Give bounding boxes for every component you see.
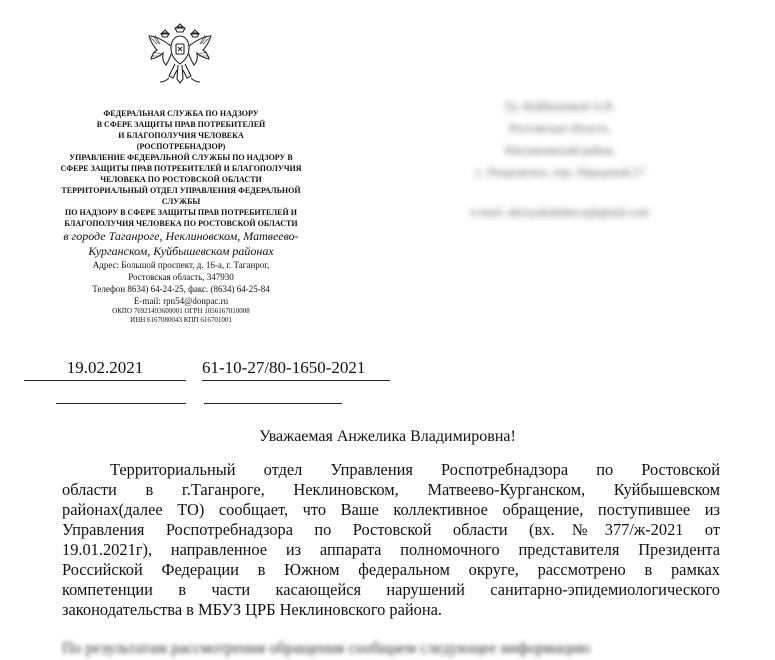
codes-line: ИНН 6167080043 КПП 616701001 [130,316,232,324]
email-line: E-mail: rpn54@donpac.ru [133,296,229,306]
org-name-line: УПРАВЛЕНИЕ ФЕДЕРАЛЬНОЙ СЛУЖБЫ ПО НАДЗОРУ В [69,153,293,162]
recipient-line: с. Покровское, пер. Народный,17 [475,165,645,179]
body-line: законодательства в МБУЗ ЦРБ Неклиновского района. [62,600,443,619]
recipient-block-redacted [395,95,725,223]
org-name-line: В СФЕРЕ ЗАЩИТЫ ПРАВ ПОТРЕБИТЕЛЕЙ [96,120,266,129]
codes-line: ОКПО 76921493600001 ОГРН 1056167010008 [112,307,250,315]
recipient-line: Гр. Куйбышевой А.В. [504,99,616,113]
body-line-cut-off: По результатам рассмотрения обращения сообщаем следующее информацию [62,640,591,657]
body-line: Российской Федерации в Южном федеральном округе, рассмотрено в рамках [62,560,720,579]
body-line: Территориальный отдел Управления Роспотребнадзора по Ростовской [110,460,720,479]
address-line: Адрес: Большой проспект, д. 16-а, г. Таганрог, [92,260,270,270]
org-name-line: ФЕДЕРАЛЬНАЯ СЛУЖБА ПО НАДЗОРУ [103,109,259,118]
recipient-line: Неклиновский район, [504,143,616,157]
body-line: Управления Роспотребнадзора по Ростовской области (вх.№377/ж-2021 от [62,520,720,539]
org-name-line: И БЛАГОПОЛУЧИЯ ЧЕЛОВЕКА [118,131,244,140]
registration-date: 19.02.2021 [24,358,186,381]
registration-number: 61-10-27/80-1650-2021 [202,358,390,381]
coat-of-arms-icon [145,18,215,100]
phone-line: Телефон 8634) 64-24-25, факс. (8634) 64-25-84 [92,284,270,294]
org-name-line: (РОСПОТРЕБНАДЗОР) [136,142,226,151]
region-line: Курганском, Куйбышевском районах [88,244,274,258]
reference-date-line [56,403,186,404]
sender-organization-block [28,108,334,325]
org-name-line: ПО НАДЗОРУ В СФЕРЕ ЗАЩИТЫ ПРАВ ПОТРЕБИТЕЛЕЙ И [65,208,297,217]
region-line: в городе Таганроге, Неклиновском, Матвеево- [63,229,299,243]
org-name-line: ТЕРРИТОРИАЛЬНЫЙ ОТДЕЛ УПРАВЛЕНИЯ ФЕДЕРАЛЬНОЙ [61,186,301,195]
org-name-line: БЛАГОПОЛУЧИЯ ЧЕЛОВЕКА ПО РОСТОВСКОЙ ОБЛАСТИ [64,219,298,228]
reference-number-line [204,403,342,404]
recipient-line: Ростовская область, [509,121,611,135]
letter-greeting: Уважаемая Анжелика Владимировна! [259,428,516,445]
body-line: области в г.Таганроге, Неклиновском, Матвеево-Курганском, Куйбышевском [62,480,720,499]
body-line: 19.01.2021г), направленное из аппарата полномочного представителя Президента [62,540,720,559]
letter-body [62,460,720,620]
org-name-line: СЛУЖБЫ [161,197,201,206]
body-line: районах(далее ТО) сообщает, что Ваше коллективное обращение, поступившее из [62,500,720,519]
address-line: Ростовская область, 347930 [128,272,234,282]
body-line: компетенции в части касающейся нарушений санитарно-эпидемиологического [62,580,720,599]
recipient-email: e-mail: akrisyakuhsheva@gmail.com [470,205,650,219]
org-name-line: ЧЕЛОВЕКА ПО РОСТОВСКОЙ ОБЛАСТИ [100,175,262,184]
org-name-line: СФЕРЕ ЗАЩИТЫ ПРАВ ПОТРЕБИТЕЛЕЙ И БЛАГОПОЛУЧИЯ [60,164,302,173]
